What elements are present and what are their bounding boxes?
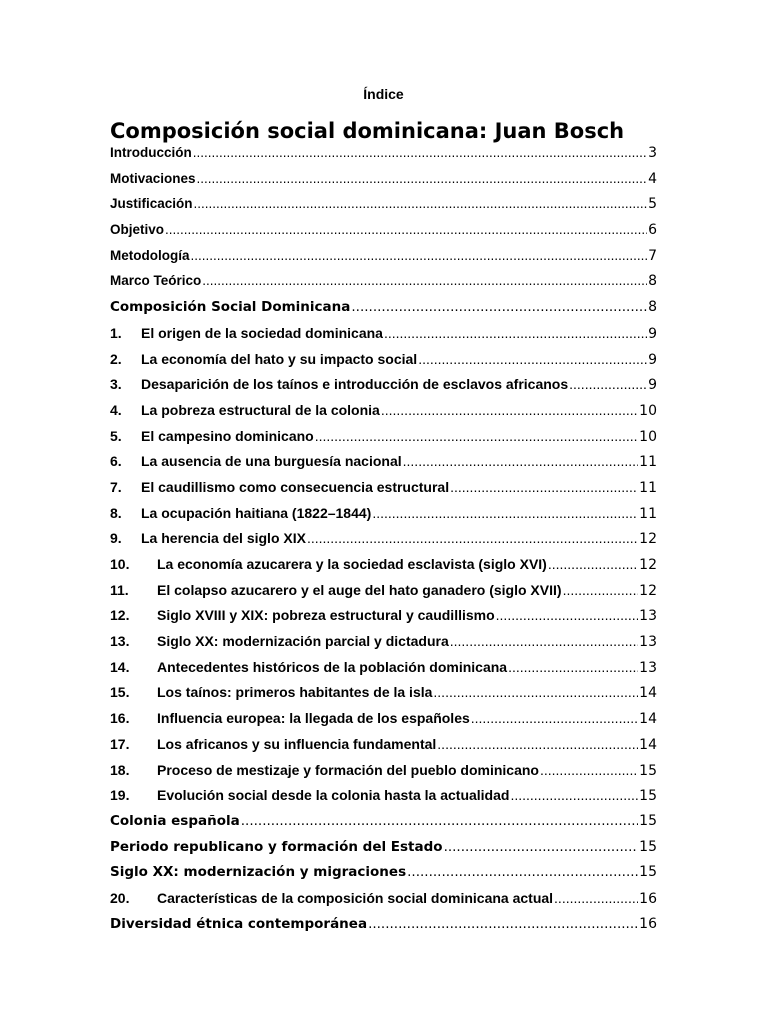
toc-entry-number: 5. [110, 427, 122, 444]
toc-entry-label[interactable]: La ocupación haitiana (1822–1844) [141, 504, 372, 521]
toc-entry[interactable] [110, 785, 657, 811]
dot-leader [510, 785, 638, 805]
toc-page-number[interactable]: 10 [639, 428, 657, 445]
toc-entry-label[interactable]: La economía del hato y su impacto social [141, 350, 418, 367]
toc-page-number[interactable]: 8 [648, 273, 657, 290]
toc-page-number[interactable]: 12 [639, 582, 657, 599]
toc-entry-number: 16. [110, 710, 130, 727]
toc-page-number[interactable]: 4 [648, 170, 657, 187]
table-of-contents [110, 143, 657, 939]
toc-entry[interactable] [110, 143, 657, 169]
dot-leader [381, 400, 638, 420]
index-heading: Índice [363, 86, 404, 102]
toc-page-number[interactable]: 14 [639, 711, 657, 728]
toc-entry-label[interactable]: Introducción [110, 145, 192, 160]
toc-page-number[interactable]: 15 [639, 838, 657, 855]
toc-entry-number: 6. [110, 453, 122, 470]
toc-entry[interactable] [110, 246, 657, 272]
toc-entry[interactable] [110, 451, 657, 477]
dot-leader [433, 682, 638, 702]
toc-page-number[interactable]: 8 [648, 299, 657, 316]
toc-entry[interactable] [110, 194, 657, 220]
toc-entry-number: 9. [110, 530, 122, 547]
toc-entry-number: 12. [110, 607, 130, 624]
toc-entry-number: 10. [110, 556, 130, 572]
toc-entry-number: 7. [110, 478, 122, 495]
toc-entry-label[interactable]: El campesino dominicano [141, 427, 314, 444]
dot-leader [450, 631, 638, 651]
toc-entry-label[interactable]: Objetivo [110, 222, 165, 238]
toc-entry-number: 2. [110, 350, 122, 367]
toc-entry-label[interactable]: El caudillismo como consecuencia estructural [141, 478, 450, 495]
toc-entry-label[interactable]: Periodo republicano y formación del Estado [110, 838, 443, 855]
toc-entry-label[interactable]: Influencia europea: la llegada de los españoles [157, 710, 470, 727]
toc-entry-label[interactable]: Siglo XVIII y XIX: pobreza estructural y caudillismo [157, 607, 495, 624]
toc-entry[interactable] [110, 862, 657, 888]
toc-page-number[interactable]: 7 [648, 247, 657, 264]
toc-page-number[interactable]: 14 [639, 736, 657, 753]
toc-entry[interactable] [110, 349, 657, 375]
toc-page-number[interactable]: 16 [639, 890, 657, 907]
toc-entry[interactable] [110, 811, 657, 837]
toc-entry-number: 1. [110, 324, 122, 341]
toc-entry-label[interactable]: La pobreza estructural de la colonia [141, 401, 380, 418]
dot-leader [307, 528, 638, 548]
toc-entry-number: 13. [110, 633, 130, 650]
dot-leader [372, 503, 638, 523]
toc-entry[interactable] [110, 657, 657, 683]
dot-leader [548, 554, 638, 574]
dot-leader [368, 914, 638, 934]
toc-entry-number: 14. [110, 658, 130, 675]
toc-entry[interactable] [110, 426, 657, 452]
dot-leader [193, 143, 647, 163]
dot-leader [437, 734, 638, 754]
toc-page-number[interactable]: 12 [639, 531, 657, 548]
toc-page-number[interactable]: 16 [639, 915, 657, 932]
toc-entry-label[interactable]: El origen de la sociedad dominicana [141, 324, 383, 341]
toc-page-number[interactable]: 15 [639, 762, 657, 779]
toc-entry-number: 8. [110, 504, 122, 521]
toc-entry[interactable] [110, 374, 657, 400]
toc-page-number[interactable]: 11 [639, 479, 657, 496]
toc-page-number[interactable]: 13 [639, 659, 657, 676]
toc-entry-label[interactable]: Desaparición de los taínos e introducción de esclavos africanos [141, 376, 569, 393]
toc-entry[interactable] [110, 528, 657, 554]
dot-leader [197, 169, 648, 189]
toc-entry[interactable] [110, 323, 657, 349]
toc-entry-label[interactable]: El colapso azucarero y el auge del hato ganadero (siglo XVII) [157, 581, 562, 598]
toc-entry[interactable] [110, 169, 657, 195]
dot-leader [407, 862, 638, 882]
dot-leader [165, 220, 647, 240]
document-title: Composición social dominicana: Juan Bosch [110, 119, 625, 143]
toc-page-number[interactable]: 9 [648, 377, 657, 394]
toc-page-number[interactable]: 9 [648, 351, 657, 368]
toc-entry-number: 15. [110, 684, 130, 701]
toc-entry-number: 19. [110, 787, 130, 804]
toc-entry-label[interactable]: Antecedentes históricos de la población dominicana [157, 658, 508, 675]
toc-entry-label[interactable]: La ausencia de una burguesía nacional [141, 453, 402, 470]
toc-page-number[interactable]: 10 [639, 402, 657, 419]
toc-entry-number: 11. [110, 581, 129, 598]
toc-entry-label[interactable]: La herencia del siglo XIX [141, 530, 306, 547]
toc-entry[interactable] [110, 605, 657, 631]
toc-entry[interactable] [110, 477, 657, 503]
toc-entry-label[interactable]: Siglo XX: modernización y migraciones [110, 864, 407, 881]
toc-page-number[interactable]: 15 [639, 788, 657, 805]
dot-leader [418, 349, 647, 369]
toc-page-number[interactable]: 6 [648, 222, 657, 239]
toc-entry[interactable] [110, 271, 657, 297]
dot-leader [351, 297, 647, 317]
toc-entry-label[interactable]: Marco Teórico [110, 273, 202, 289]
toc-page-number[interactable]: 14 [639, 685, 657, 702]
toc-entry-label[interactable]: Los taínos: primeros habitantes de la isla [157, 684, 433, 701]
dot-leader [202, 271, 647, 291]
toc-entry[interactable] [110, 734, 657, 760]
toc-page-number[interactable]: 12 [639, 557, 657, 573]
dot-leader [496, 605, 639, 625]
toc-entry-label[interactable]: Colonia española [110, 812, 240, 829]
toc-entry-label[interactable]: Justificación [110, 196, 193, 212]
toc-page-number[interactable]: 15 [639, 812, 657, 829]
toc-entry-label[interactable]: Metodología [110, 247, 190, 263]
toc-entry[interactable] [110, 554, 657, 580]
toc-entry-number: 4. [110, 401, 122, 418]
dot-leader [554, 888, 638, 908]
toc-entry[interactable] [110, 682, 657, 708]
toc-entry-number: 17. [110, 735, 130, 752]
toc-entry[interactable] [110, 503, 657, 529]
toc-entry[interactable] [110, 631, 657, 657]
toc-entry[interactable] [110, 760, 657, 786]
toc-page-number[interactable]: 15 [639, 864, 657, 881]
toc-entry[interactable] [110, 580, 657, 606]
toc-page-number[interactable]: 3 [648, 145, 657, 161]
toc-entry-label[interactable]: Composición Social Dominicana [110, 299, 351, 316]
toc-entry-label[interactable]: Diversidad étnica contemporánea [110, 915, 368, 932]
toc-entry-number: 20. [110, 889, 130, 906]
dot-leader [450, 477, 638, 497]
toc-page-number[interactable]: 9 [648, 325, 657, 342]
toc-page-number[interactable]: 13 [639, 634, 657, 651]
dot-leader [508, 657, 638, 677]
toc-page-number[interactable]: 13 [639, 608, 657, 625]
dot-leader [384, 323, 647, 343]
toc-entry-label[interactable]: La economía azucarera y la sociedad esclavista (siglo XVI) [157, 556, 547, 572]
toc-page-number[interactable]: 11 [639, 454, 657, 471]
toc-entry[interactable] [110, 297, 657, 323]
dot-leader [563, 580, 639, 600]
toc-entry-label[interactable]: Características de la composición social dominicana actual [157, 889, 554, 906]
toc-entry-label[interactable]: Los africanos y su influencia fundamental [157, 735, 437, 752]
toc-entry[interactable] [110, 708, 657, 734]
dot-leader [444, 837, 639, 857]
dot-leader [194, 194, 648, 214]
toc-entry-label[interactable]: Motivaciones [110, 170, 196, 186]
dot-leader [569, 374, 647, 394]
dot-leader [471, 708, 638, 728]
toc-entry-label[interactable]: Proceso de mestizaje y formación del pueblo dominicano [157, 761, 539, 778]
toc-entry[interactable] [110, 837, 657, 863]
dot-leader [315, 426, 638, 446]
toc-entry-number: 3. [110, 376, 122, 393]
toc-entry[interactable] [110, 400, 657, 426]
toc-entry-label[interactable]: Siglo XX: modernización parcial y dictadura [157, 633, 449, 650]
toc-page-number[interactable]: 11 [639, 505, 657, 522]
toc-entry[interactable] [110, 914, 657, 940]
toc-entry[interactable] [110, 888, 657, 914]
dot-leader [191, 246, 648, 266]
dot-leader [540, 760, 638, 780]
toc-entry[interactable] [110, 220, 657, 246]
dot-leader [241, 811, 638, 831]
toc-entry-number: 18. [110, 761, 130, 778]
toc-page-number[interactable]: 5 [648, 196, 657, 213]
dot-leader [403, 451, 639, 471]
toc-entry-label[interactable]: Evolución social desde la colonia hasta la actualidad [157, 787, 510, 804]
